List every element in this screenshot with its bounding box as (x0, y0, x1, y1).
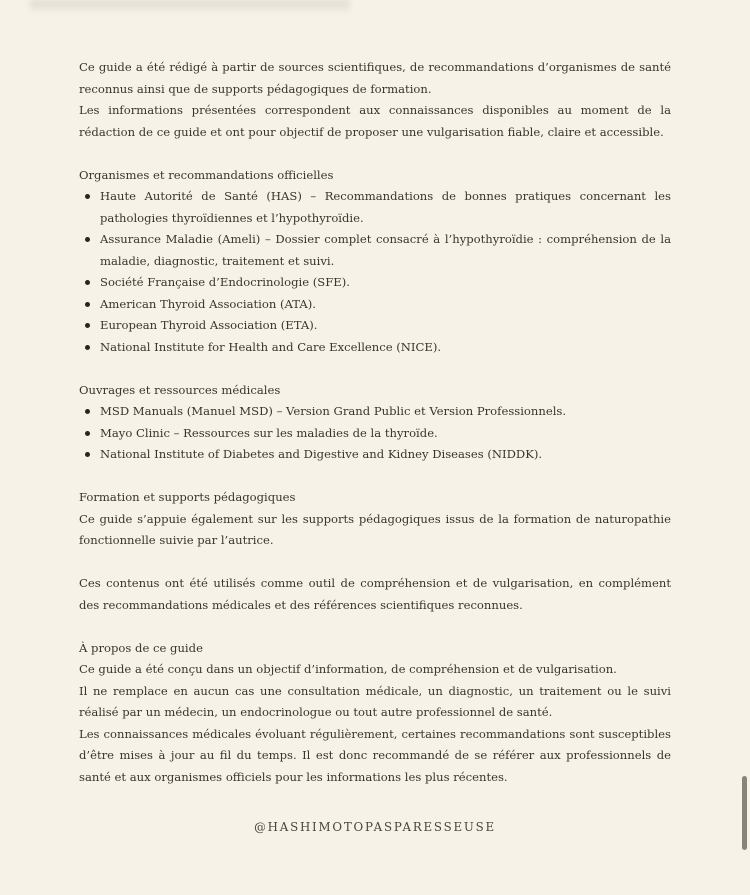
footer-handle: @HASHIMOTOPASPARESSEUSE (254, 820, 496, 834)
about-section-title: À propos de ce guide (79, 640, 203, 655)
top-shadow (30, 0, 350, 14)
list-item: American Thyroid Association (ATA). (79, 294, 671, 316)
training-section-title: Formation et supports pédagogiques (79, 490, 296, 504)
list-item: National Institute for Health and Care Excellence (NICE). (79, 337, 671, 359)
official-section-title: Organismes et recommandations officielles (79, 167, 334, 182)
intro-paragraph-2: Les informations présentées correspondent aux connaissances disponibles au moment de la rédaction de ce guide et ont pour objectif de proposer une vulgarisation fiable, claire et accessible. (79, 103, 671, 139)
list-item: Mayo Clinic – Ressources sur les maladies de la thyroïde. (79, 423, 671, 445)
list-item: Haute Autorité de Santé (HAS) – Recommandations de bonnes pratiques concernant les pathologies thyroïdiennes et l’hypothyroïdie. (79, 186, 671, 229)
about-paragraph-2: Il ne remplace en aucun cas une consultation médicale, un diagnostic, un traitement ou le suivi réalisé par un médecin, un endocrinologue ou tout autre professionnel de santé. (79, 683, 671, 719)
official-list (79, 186, 671, 358)
document-page (79, 57, 671, 788)
list-item: MSD Manuals (Manuel MSD) – Version Grand Public et Version Professionnels. (79, 401, 671, 423)
list-item: National Institute of Diabetes and Digestive and Kidney Diseases (NIDDK). (79, 444, 671, 466)
scrollbar-thumb[interactable] (742, 776, 747, 850)
medical-section-title: Ouvrages et ressources médicales (79, 382, 281, 397)
list-item: Société Française d’Endocrinologie (SFE). (79, 272, 671, 294)
usage-note-paragraph: Ces contenus ont été utilisés comme outil de compréhension et de vulgarisation, en complément des recommandations médicales et des références scientifiques reconnues. (79, 576, 671, 612)
medical-list (79, 401, 671, 466)
list-item: European Thyroid Association (ETA). (79, 315, 671, 337)
list-item: Assurance Maladie (Ameli) – Dossier complet consacré à l’hypothyroïdie : compréhension de la maladie, diagnostic, traitement et suivi. (79, 229, 671, 272)
training-paragraph: Ce guide s’appuie également sur les supports pédagogiques issus de la formation de naturopathie fonctionnelle suivie par l’autrice. (79, 511, 671, 547)
about-paragraph-1: Ce guide a été conçu dans un objectif d’information, de compréhension et de vulgarisation. (79, 662, 617, 676)
about-paragraph-3: Les connaissances médicales évoluant régulièrement, certaines recommandations sont susceptibles d’être mises à jour au fil du temps. Il est donc recommandé de se référer aux professionnels de santé et aux organismes officiels pour les informations les plus récentes. (79, 726, 671, 784)
scrollbar-track[interactable] (740, 0, 750, 895)
intro-paragraph-1: Ce guide a été rédigé à partir de sources scientifiques, de recommandations d’organismes de santé reconnus ainsi que de supports pédagogiques de formation. (79, 60, 671, 96)
